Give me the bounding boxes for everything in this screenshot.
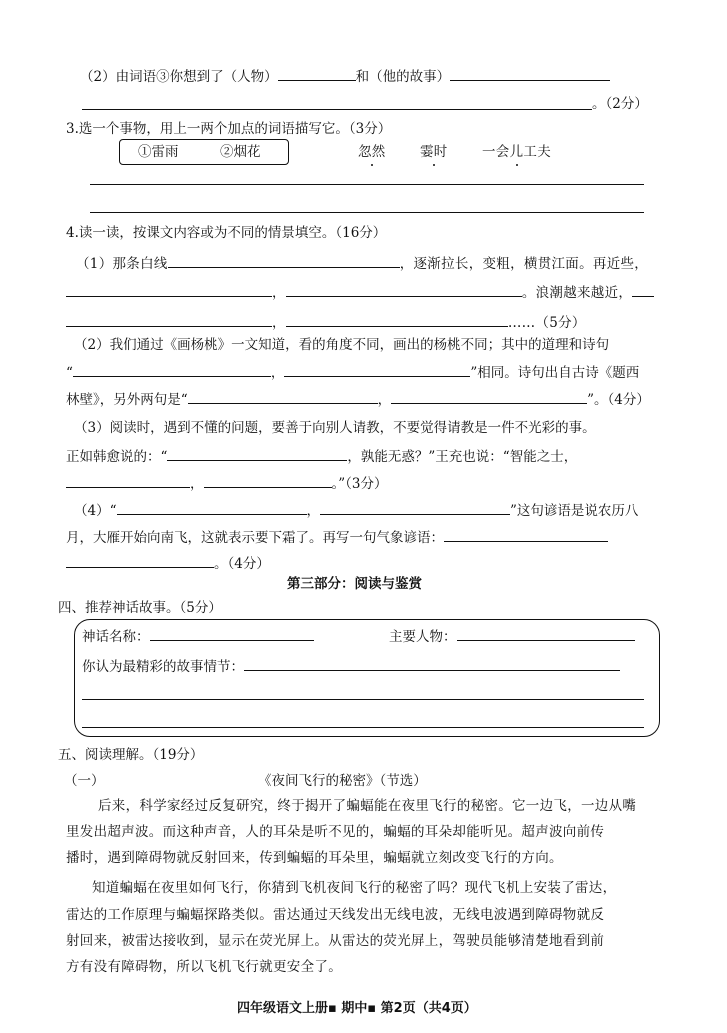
q-five-sub: （一） — [64, 773, 105, 789]
q-four-line2: 你认为最精彩的故事情节： — [82, 656, 620, 676]
q3-2-text-b: 和（他的故事） — [355, 69, 451, 85]
q-five-prompt: 五、阅读理解。（19分） — [58, 747, 204, 763]
blank-p4-4[interactable] — [66, 553, 214, 568]
blank-p1-1[interactable] — [168, 253, 400, 268]
passage-p2-l1: 知道蝙蝠在夜里如何飞行，你猜到飞机夜间飞行的秘密了吗？现代飞机上安装了雷达， — [92, 880, 617, 896]
blank-p1-6[interactable] — [286, 312, 508, 327]
blank-p2-1[interactable] — [73, 362, 271, 377]
passage-p2-l2: 雷达的工作原理与蝙蝠探路类似。雷达通过天线发出无线电波，无线电波遇到障碍物就反 — [66, 907, 605, 923]
part3-title: 第三部分：阅读与鉴赏 — [287, 576, 422, 592]
plot-line-3[interactable] — [82, 727, 644, 728]
q4-p4-line3: 。（4分） — [66, 553, 270, 573]
passage-p1-l2: 里发出超声波。而这种声音，人的耳朵是听不见的，蝙蝠的耳朵却能听见。超声波向前传 — [66, 824, 605, 840]
q4-p4-line1: （4）“ ， ”这句谚语是说农历八 — [74, 500, 638, 520]
page-footer: 四年级语文上册▪ 期中▪ 第2页（共4页） — [237, 1001, 477, 1016]
passage-title: 《夜间飞行的秘密》（节选） — [258, 773, 427, 789]
blank-person[interactable] — [278, 66, 356, 81]
q3-2-line — [80, 66, 610, 86]
blank-p4-3[interactable] — [444, 527, 608, 542]
q4-p2-line3: 林壁》，另外两句是“ ， ”。（4分） — [66, 389, 650, 409]
q3-2-text-a: （2）由词语③你想到了（人物） — [80, 69, 278, 85]
q3-word-3: 一会儿工夫 — [482, 144, 551, 160]
q4-p3-line1: （3）阅读时，遇到不懂的问题，要善于向别人请教，不要觉得请教是一件不光彩的事。 — [74, 420, 596, 436]
blank-p1-5[interactable] — [66, 312, 272, 327]
passage-p1-l3: 播时，遇到障碍物就反射回来，传到蝙蝠的耳朵里，蝙蝠就立刻改变飞行的方向。 — [66, 850, 563, 866]
myth-name-field[interactable] — [150, 626, 314, 641]
q3-option-1: ①雷雨 — [138, 144, 179, 160]
q3-option-2: ②烟花 — [220, 144, 261, 160]
blank-story-cont[interactable] — [82, 109, 592, 110]
q4-p3-line2: 正如韩愈说的：“ ，孰能无惑？”王充也说：“智能之士， — [66, 446, 577, 466]
blank-p4-2[interactable] — [320, 500, 510, 515]
q3-2-score: 。（2分） — [592, 96, 648, 112]
q-four-person: 主要人物： — [389, 626, 635, 646]
plot-field[interactable] — [244, 656, 620, 671]
blank-p3-1[interactable] — [167, 446, 347, 461]
q-four-line1: 神话名称： — [82, 626, 314, 646]
blank-p2-4[interactable] — [391, 389, 587, 404]
plot-line-2[interactable] — [82, 699, 644, 700]
blank-p3-3[interactable] — [204, 473, 332, 488]
blank-p2-3[interactable] — [188, 389, 378, 404]
blank-p2-2[interactable] — [284, 362, 470, 377]
q3-word-1: 忽然 — [358, 144, 386, 160]
q4-p2-line1: （2）我们通过《画杨桃》一文知道，看的角度不同，画出的杨桃不同；其中的道理和诗句 — [74, 337, 610, 353]
q4-p2-line2: “ ， ”相同。诗句出自古诗《题西 — [66, 362, 639, 382]
q4-p4-line2: 月，大雁开始向南飞，这就表示要下霜了。再写一句气象谚语： — [66, 527, 608, 547]
q4-p3-line3: ， 。”（3分） — [66, 473, 388, 493]
q4-p1-line1: （1）那条白线 ，逐渐拉长，变粗，横贯江面。再近些， — [76, 253, 648, 273]
passage-p2-l4: 方有没有障碍物，所以飞机飞行就更安全了。 — [66, 959, 342, 975]
q4-p1-line2: ， 。浪潮越来越近， — [66, 282, 654, 302]
blank-p1-3[interactable] — [286, 282, 522, 297]
blank-story[interactable] — [450, 66, 610, 81]
passage-p2-l3: 射回来，被雷达接收到，显示在荧光屏上。从雷达的荧光屏上，驾驶员能够清楚地看到前 — [66, 933, 605, 949]
q3-answer-line-2[interactable] — [90, 212, 644, 213]
passage-p1-l1: 后来，科学家经过反复研究，终于揭开了蝙蝠能在夜里飞行的秘密。它一边飞，一边从嘴 — [98, 798, 637, 814]
blank-p1-2[interactable] — [66, 282, 272, 297]
q3-prompt: 3.选一个事物，用上一两个加点的词语描写它。（3分） — [66, 121, 392, 137]
q4-prompt: 4.读一读，按课文内容或为不同的情景填空。（16分） — [66, 225, 387, 241]
q-four-prompt: 四、推荐神话故事。（5分） — [58, 600, 222, 616]
q3-word-2: 霎时 — [420, 144, 448, 160]
blank-p4-1[interactable] — [117, 500, 307, 515]
blank-p3-2[interactable] — [66, 473, 190, 488]
main-character-field[interactable] — [457, 626, 635, 641]
q4-p1-line3: ， ……（5分） — [66, 312, 586, 332]
q3-answer-line-1[interactable] — [90, 184, 644, 185]
blank-p1-4[interactable] — [632, 282, 654, 297]
